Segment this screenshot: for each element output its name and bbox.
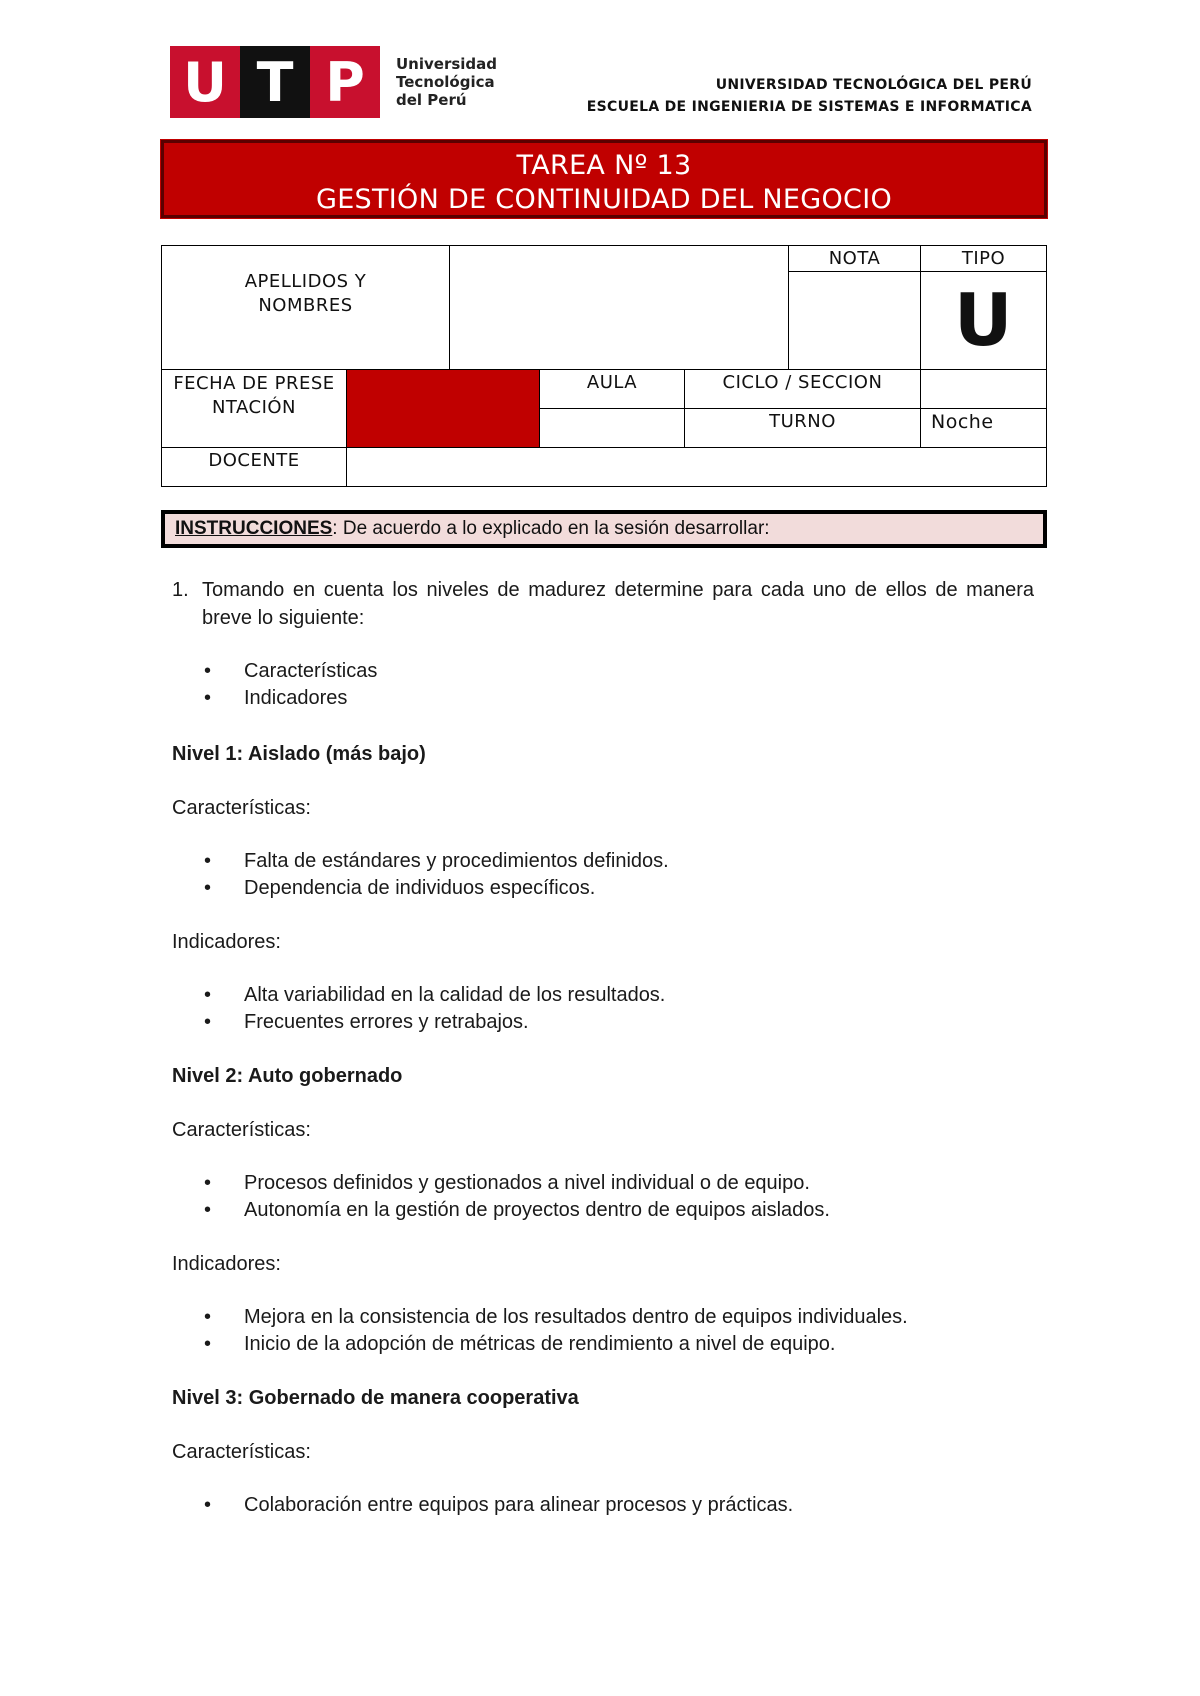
university-header [587,74,1032,118]
list-item: • Indicadores [204,685,1034,712]
level-2-indicators [172,1304,1034,1358]
task-title: GESTIÓN DE CONTINUIDAD DEL NEGOCIO [315,184,893,215]
task-number: TAREA Nº 13 [516,150,692,181]
level-3-characteristics [172,1492,1034,1519]
level-2-char-label: Características: [172,1119,311,1141]
aula-input-cell[interactable] [539,408,685,448]
tipo-label: TIPO [920,245,1047,272]
logo-letter-p: P [310,46,380,118]
university-name: UNIVERSIDAD TECNOLÓGICA DEL PERÚ [715,77,1032,93]
nota-input-cell[interactable] [788,271,921,370]
question-number: 1. [172,579,189,601]
list-item: • Alta variabilidad en la calidad de los resultados. [204,982,1034,1009]
list-item: • Características [204,658,1034,685]
turno-value: Noche [920,408,1047,448]
student-info-table [161,245,1047,487]
docente-label: DOCENTE [161,447,347,487]
level-1-char-label: Características: [172,797,311,819]
docente-input-cell[interactable] [346,447,1047,487]
list-item: • Dependencia de individuos específicos. [204,875,1034,902]
utp-logo [170,46,497,118]
fecha-label-cell: FECHA DE PRESENTACIÓN [161,369,347,448]
level-1-ind-label: Indicadores: [172,931,281,953]
level-2-title: Nivel 2: Auto gobernado [172,1065,403,1087]
tipo-value: U [954,278,1013,362]
list-item: • Frecuentes errores y retrabajos. [204,1009,1034,1036]
instructions-box [161,510,1047,548]
instructions-text: : De acuerdo a lo explicado en la sesión desarrollar: [332,518,770,539]
logo-text: Universidad Tecnológica del Perú [396,55,498,109]
logo-letter-u: U [170,46,240,118]
level-2-characteristics [172,1170,1034,1224]
apellidos-label-cell: APELLIDOS Y NOMBRES [161,245,450,370]
list-item: • Procesos definidos y gestionados a nivel individual o de equipo. [204,1170,1034,1197]
logo-letter-t: T [240,46,310,118]
turno-label: TURNO [684,408,921,448]
ciclo-input-cell[interactable] [920,369,1047,409]
apellidos-input-cell[interactable] [449,245,789,370]
title-banner [161,140,1047,218]
aula-label: AULA [539,369,685,409]
document-body [172,576,1034,1519]
list-item: • Falta de estándares y procedimientos definidos. [204,848,1034,875]
nota-label: NOTA [788,245,921,272]
level-2-ind-label: Indicadores: [172,1253,281,1275]
level-1-indicators [172,982,1034,1036]
list-item: • Inicio de la adopción de métricas de rendimiento a nivel de equipo. [204,1331,1034,1358]
question-bullets [172,658,1034,712]
school-name: ESCUELA DE INGENIERIA DE SISTEMAS E INFORMATICA [586,99,1032,115]
question-text: Tomando en cuenta los niveles de madurez determine para cada uno de ellos de manera breve lo siguiente: [202,579,1034,629]
ciclo-label: CICLO / SECCION [684,369,921,409]
level-1-characteristics [172,848,1034,902]
instructions-label: INSTRUCCIONES [175,518,333,539]
list-item: • Colaboración entre equipos para alinear procesos y prácticas. [204,1492,1034,1519]
level-3-title: Nivel 3: Gobernado de manera cooperativa [172,1387,579,1409]
level-3-char-label: Características: [172,1441,311,1463]
list-item: • Autonomía en la gestión de proyectos dentro de equipos aislados. [204,1197,1034,1224]
tipo-value-cell [920,271,1047,370]
level-1-title: Nivel 1: Aislado (más bajo) [172,743,426,765]
question-1 [172,576,1034,632]
list-item: • Mejora en la consistencia de los resultados dentro de equipos individuales. [204,1304,1034,1331]
fecha-input-cell[interactable] [346,369,540,448]
